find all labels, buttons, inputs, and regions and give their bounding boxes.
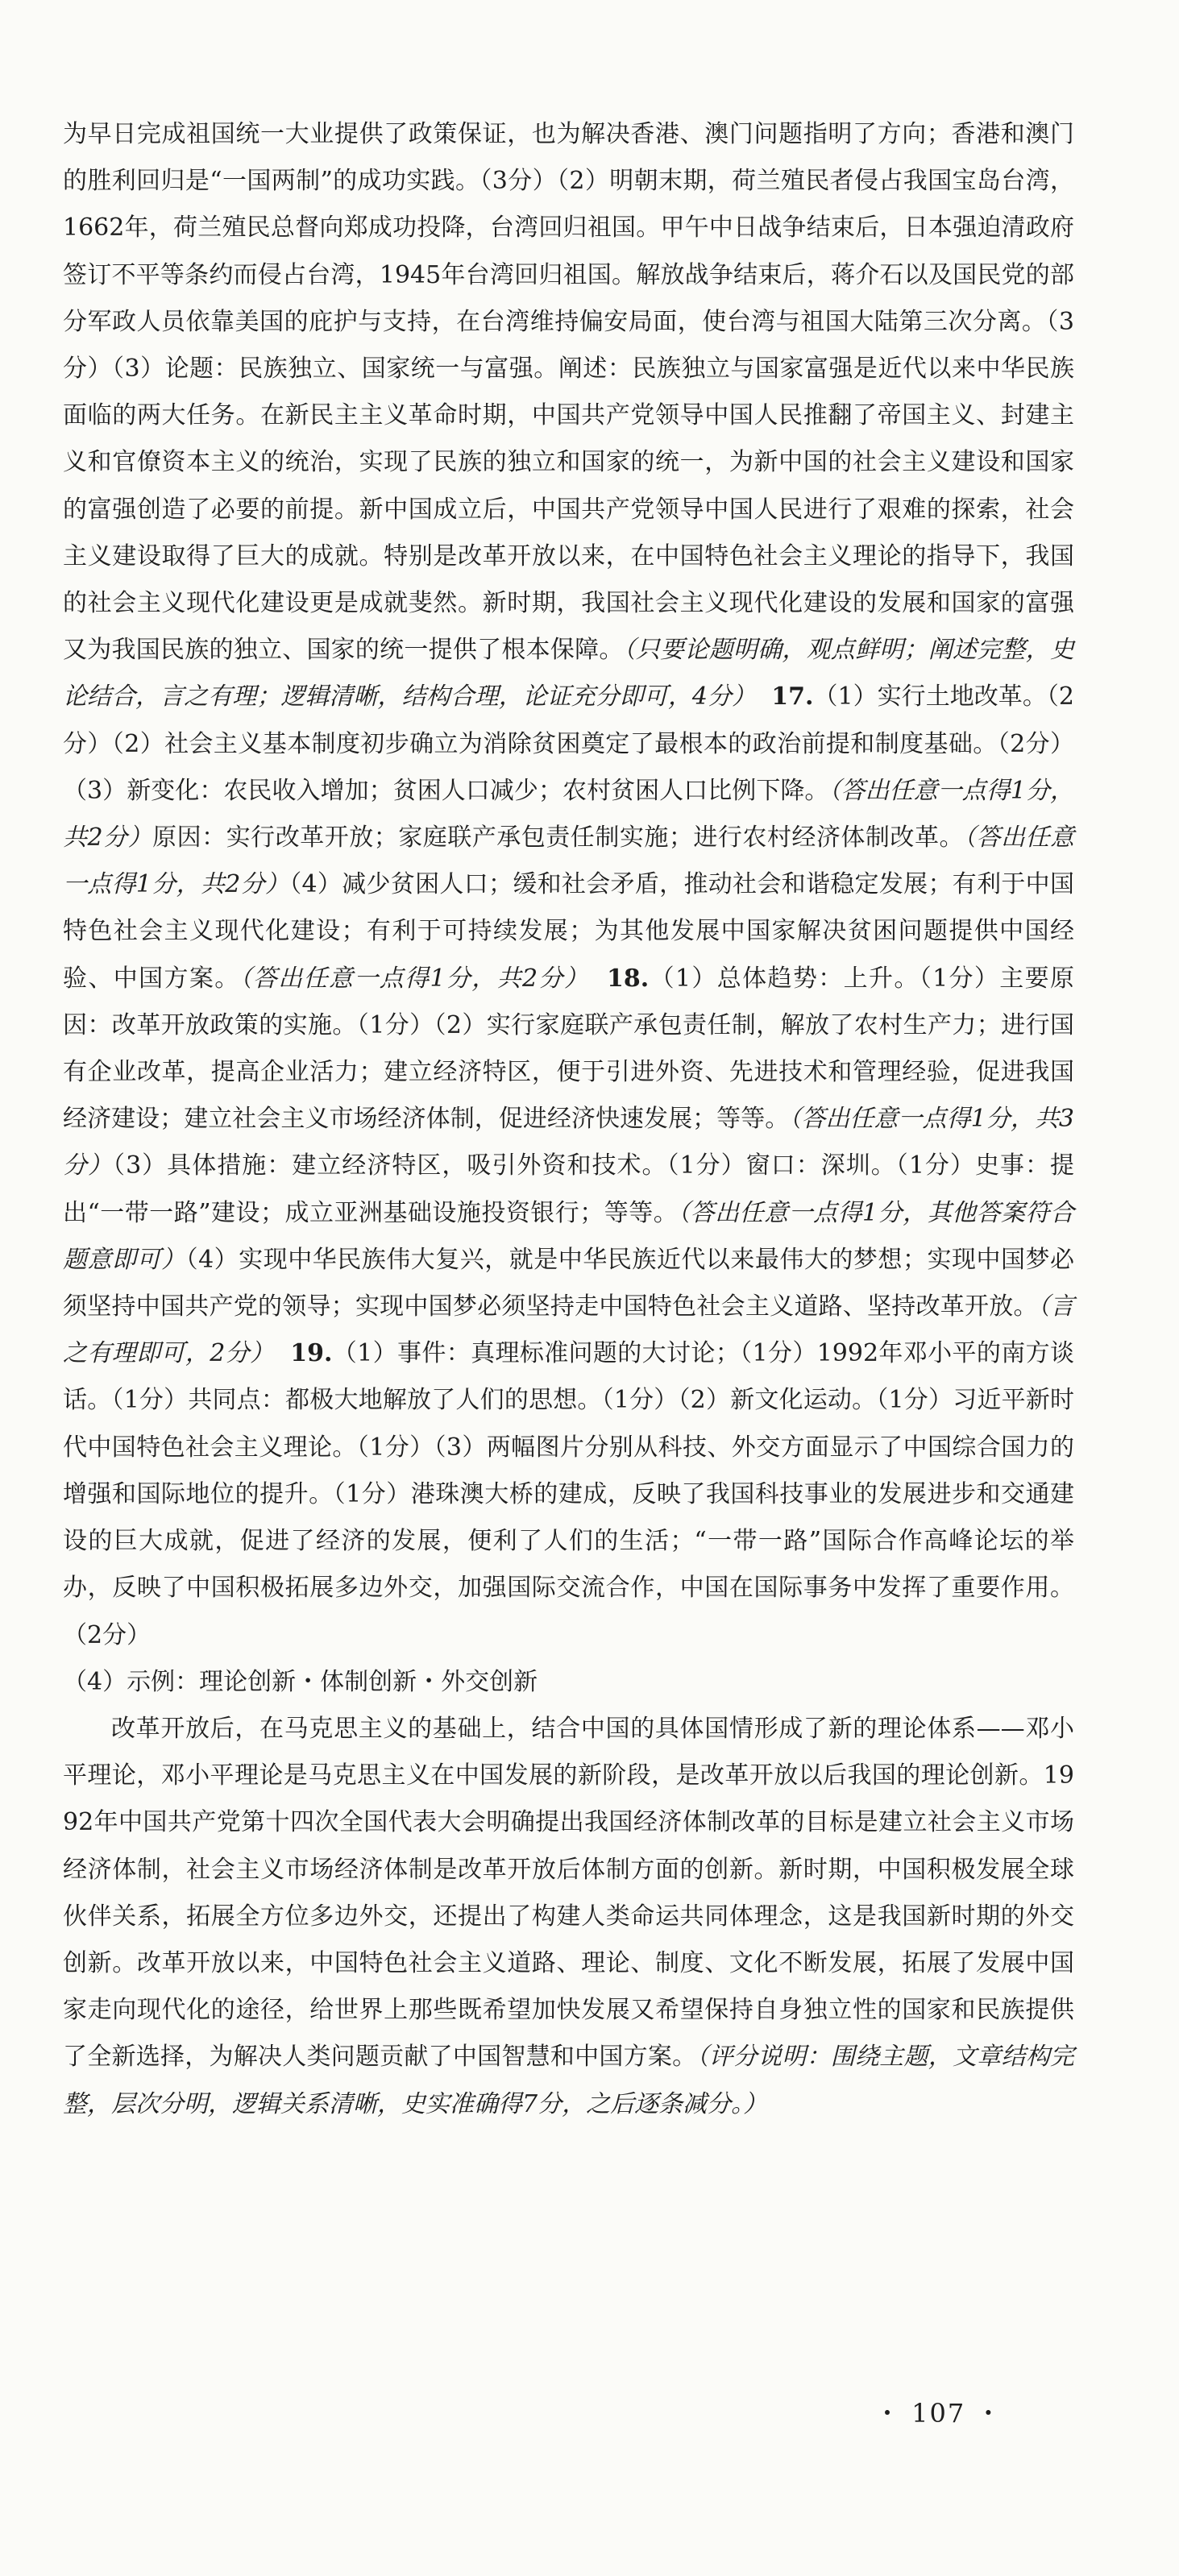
question-17-number: 17. xyxy=(771,682,814,711)
answer-17-part-2: 原因：实行改革开放；家庭联产承包责任制实施；进行农村经济体制改革。 xyxy=(152,823,964,852)
answer-19-essay-text: 改革开放后，在马克思主义的基础上，结合中国的具体国情形成了新的理论体系——邓小平理论，邓小平理论是马克思主义在中国发展的新阶段，是改革开放以后我国的理论创新。1992年中国共产党第十四次全国代表大会明确提出我国经济体制改革的目标是建立社会主义市场经济体制，社会主义市场经济体制是改革开放后体制方面的创新。新时期，中国积极发展全球伙伴关系，拓展全方位多边外交，还提出了构建人类命运共同体理念，这是我国新时期的外交创新。改革开放以来，中国特色社会主义道路、理论、制度、文化不断发展，拓展了发展中国家走向现代化的途径，给世界上那些既希望加快发展又希望保持自身独立性的国家和民族提供了全新选择，为解决人类问题贡献了中国智慧和中国方案。 xyxy=(63,1714,1074,2072)
answer-19-example-title: （4）示例：理论创新・体制创新・外交创新 xyxy=(63,1667,538,1696)
question-18-number: 18. xyxy=(607,964,650,993)
answer-18-part-1: （1）总体趋势：上升。（1分）主要原因：改革开放政策的实施。（1分）（2）实行家庭联产承包责任制，解放了农村生产力；进行国有企业改革，提高企业活力；建立经济特区，便于引进外资、先进技术和管理经验，促进我国经济建设；建立社会主义市场经济体制，促进经济快速发展；等等。 xyxy=(63,964,1074,1134)
answer-18-part-3: （4）实现中华民族伟大复兴，就是中华民族近代以来最伟大的梦想；实现中国梦必须坚持中国共产党的领导；实现中国梦必须坚持走中国特色社会主义道路、坚持改革开放。 xyxy=(63,1245,1075,1321)
answer-block-main xyxy=(63,111,1074,1659)
answer-18-part-2: （3）具体措施：建立经济特区，吸引外资和技术。（1分）窗口：深圳。（1分）史事：提出“一带一路”建设；成立亚洲基础设施投资银行；等等。 xyxy=(63,1151,1075,1227)
answer-18-note-1: （答出任意一点得1分，共3分） xyxy=(63,1105,1074,1180)
question-19-number: 19. xyxy=(290,1339,333,1368)
answer-17-part-3: （4）减少贫困人口；缓和社会矛盾，推动社会和谐稳定发展；有利于中国特色社会主义现代化建设；有利于可持续发展；为其他发展中国家解决贫困问题提供中国经验、中国方案。 xyxy=(63,870,1074,993)
answer-18-note-2: （答出任意一点得1分，其他答案符合题意即可） xyxy=(63,1198,1074,1274)
answer-19-essay xyxy=(63,1706,1074,2128)
answer-17-part-1: （1）实行土地改革。（2分）（2）社会主义基本制度初步确立为消除贫困奠定了最根本的政治前提和制度基础。（2分）（3）新变化：农民收入增加；贫困人口减少；农村贫困人口比例下降。 xyxy=(63,682,1074,805)
page-number: ・ 107 ・ xyxy=(874,2398,1003,2429)
answer-18-note-3: （言之有理即可，2分） xyxy=(63,1292,1075,1368)
answer-17-note-2: （答出任意一点得1分，共2分） xyxy=(63,823,1075,899)
answer-17-note-1: （答出任意一点得1分，共2分） xyxy=(63,776,1074,852)
answer-16-scoring-note: （只要论题明确，观点鲜明；阐述完整，史论结合，言之有理；逻辑清晰，结构合理，论证充分即可，4分） xyxy=(63,636,1074,711)
answer-17-note-3: （答出任意一点得1分，共2分） xyxy=(239,964,590,993)
answer-19-essay-note: （评分说明：围绕主题，文章结构完整，层次分明，逻辑关系清晰，史实准确得7分，之后逐条减分。） xyxy=(63,2043,1075,2118)
answer-16-continuation: 为早日完成祖国统一大业提供了政策保证，也为解决香港、澳门问题指明了方向；香港和澳门的胜利回归是“一国两制”的成功实践。（3分）（2）明朝末期，荷兰殖民者侵占我国宝岛台湾，1662年，荷兰殖民总督向郑成功投降，台湾回归祖国。甲午中日战争结束后，日本强迫清政府签订不平等条约而侵占台湾，1945年台湾回归祖国。解放战争结束后，蒋介石以及国民党的部分军政人员依靠美国的庇护与支持，在台湾维持偏安局面，使台湾与祖国大陆第三次分离。（3分）（3）论题：民族独立、国家统一与富强。阐述：民族独立与国家富强是近代以来中华民族面临的两大任务。在新民主主义革命时期，中国共产党领导中国人民推翻了帝国主义、封建主义和官僚资本主义的统治，实现了民族的独立和国家的统一，为新中国的社会主义建设和国家的富强创造了必要的前提。新中国成立后，中国共产党领导中国人民进行了艰难的探索，社会主义建设取得了巨大的成就。特别是改革开放以来，在中国特色社会主义理论的指导下，我国的社会主义现代化建设更是成就斐然。新时期，我国社会主义现代化建设的发展和国家的富强又为我国民族的独立、国家的统一提供了根本保障。 xyxy=(63,120,1074,665)
answer-19-part-1: （1）事件：真理标准问题的大讨论；（1分）1992年邓小平的南方谈话。（1分）共同点：都极大地解放了人们的思想。（1分）（2）新文化运动。（1分）习近平新时代中国特色社会主义理论。（1分）（3）两幅图片分别从科技、外交方面显示了中国综合国力的增强和国际地位的提升。（1分）港珠澳大桥的建成，反映了我国科技事业的发展进步和交通建设的巨大成就，促进了经济的发展，便利了人们的生活；“一带一路”国际合作高峰论坛的举办，反映了中国积极拓展多边外交，加强国际交流合作，中国在国际事务中发挥了重要作用。（2分） xyxy=(63,1339,1074,1649)
